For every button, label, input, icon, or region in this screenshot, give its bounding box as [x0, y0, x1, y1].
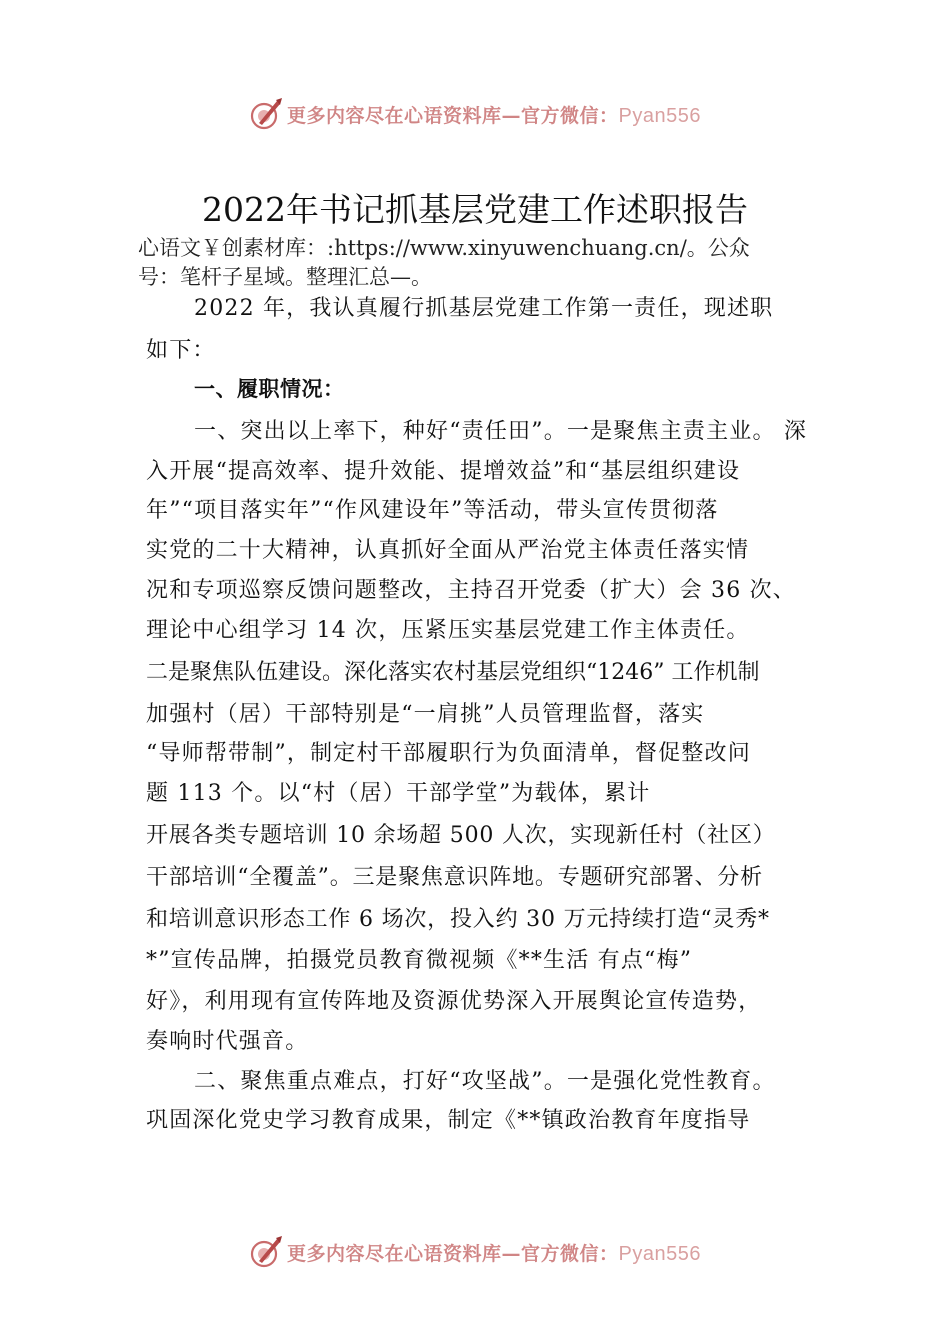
body-line: 好》，利用现有宣传阵地及资源优势深入开展舆论宣传造势， [146, 989, 762, 1014]
wechat-id: Pyan556 [618, 1242, 701, 1265]
watermark-text: 更多内容尽在心语资料库—官方微信：Pyan556 [287, 104, 701, 127]
body-line: 一、突出以上率下，种好“责任田”。一是聚焦主责主业。 深 [194, 419, 808, 444]
body-line: 实党的二十大精神，认真抓好全面从严治党主体责任落实情 [146, 538, 750, 563]
source-line: 号：笔杆子星域。整理汇总—。 [138, 265, 432, 289]
watermark-banner-bottom [0, 1232, 950, 1272]
source-line: 心语文￥创素材库：:https://www.xinyuwenchuang.cn/。公众 [138, 236, 750, 260]
section-heading: 一、履职情况： [194, 377, 345, 401]
body-line: 二是聚焦队伍建设。深化落实农村基层党组织“1246” 工作机制 [146, 660, 760, 685]
watermark-banner-top [0, 94, 950, 134]
body-line: 2022 年，我认真履行抓基层党建工作第一责任，现述职 [194, 296, 774, 321]
body-line: 和培训意识形态工作 6 场次，投入约 30 万元持续打造“灵秀* [146, 907, 770, 932]
body-line: 干部培训“全覆盖”。三是聚焦意识阵地。专题研究部署、分析 [146, 865, 763, 890]
body-line: 理论中心组学习 14 次，压紧压实基层党建工作主体责任。 [146, 618, 750, 643]
body-line: 题 113 个。以“村（居）干部学堂”为载体，累计 [146, 781, 651, 806]
body-line: “导师帮带制”，制定村干部履职行为负面清单，督促整改问 [146, 741, 751, 766]
quill-pen-seal-icon [249, 97, 283, 131]
body-line: 开展各类专题培训 10 余场超 500 人次，实现新任村（社区） [146, 823, 776, 848]
quill-pen-seal-icon [249, 1235, 283, 1269]
wechat-id: Pyan556 [618, 104, 701, 127]
body-line: 如下： [146, 338, 216, 363]
body-line: 况和专项巡察反馈问题整改，主持召开党委（扩大）会 36 次、 [146, 578, 796, 603]
body-line: 巩固深化党史学习教育成果，制定《**镇政治教育年度指导 [146, 1108, 751, 1133]
body-line: 奏响时代强音。 [146, 1029, 309, 1054]
body-line: *”宣传品牌，拍摄党员教育微视频《**生活 有点“梅” [146, 948, 693, 973]
watermark-text: 更多内容尽在心语资料库—官方微信：Pyan556 [287, 1242, 701, 1265]
document-title: 2022年书记抓基层党建工作述职报告 [202, 190, 748, 229]
body-line: 年”“项目落实年”“作风建设年”等活动，带头宣传贯彻落 [146, 498, 719, 523]
body-line: 二、聚焦重点难点，打好“攻坚战”。一是强化党性教育。 [194, 1069, 776, 1094]
body-line: 入开展“提高效率、提升效能、提增效益”和“基层组织建设 [146, 459, 741, 484]
body-line: 加强村（居）干部特别是“一肩挑”人员管理监督，落实 [146, 702, 705, 727]
